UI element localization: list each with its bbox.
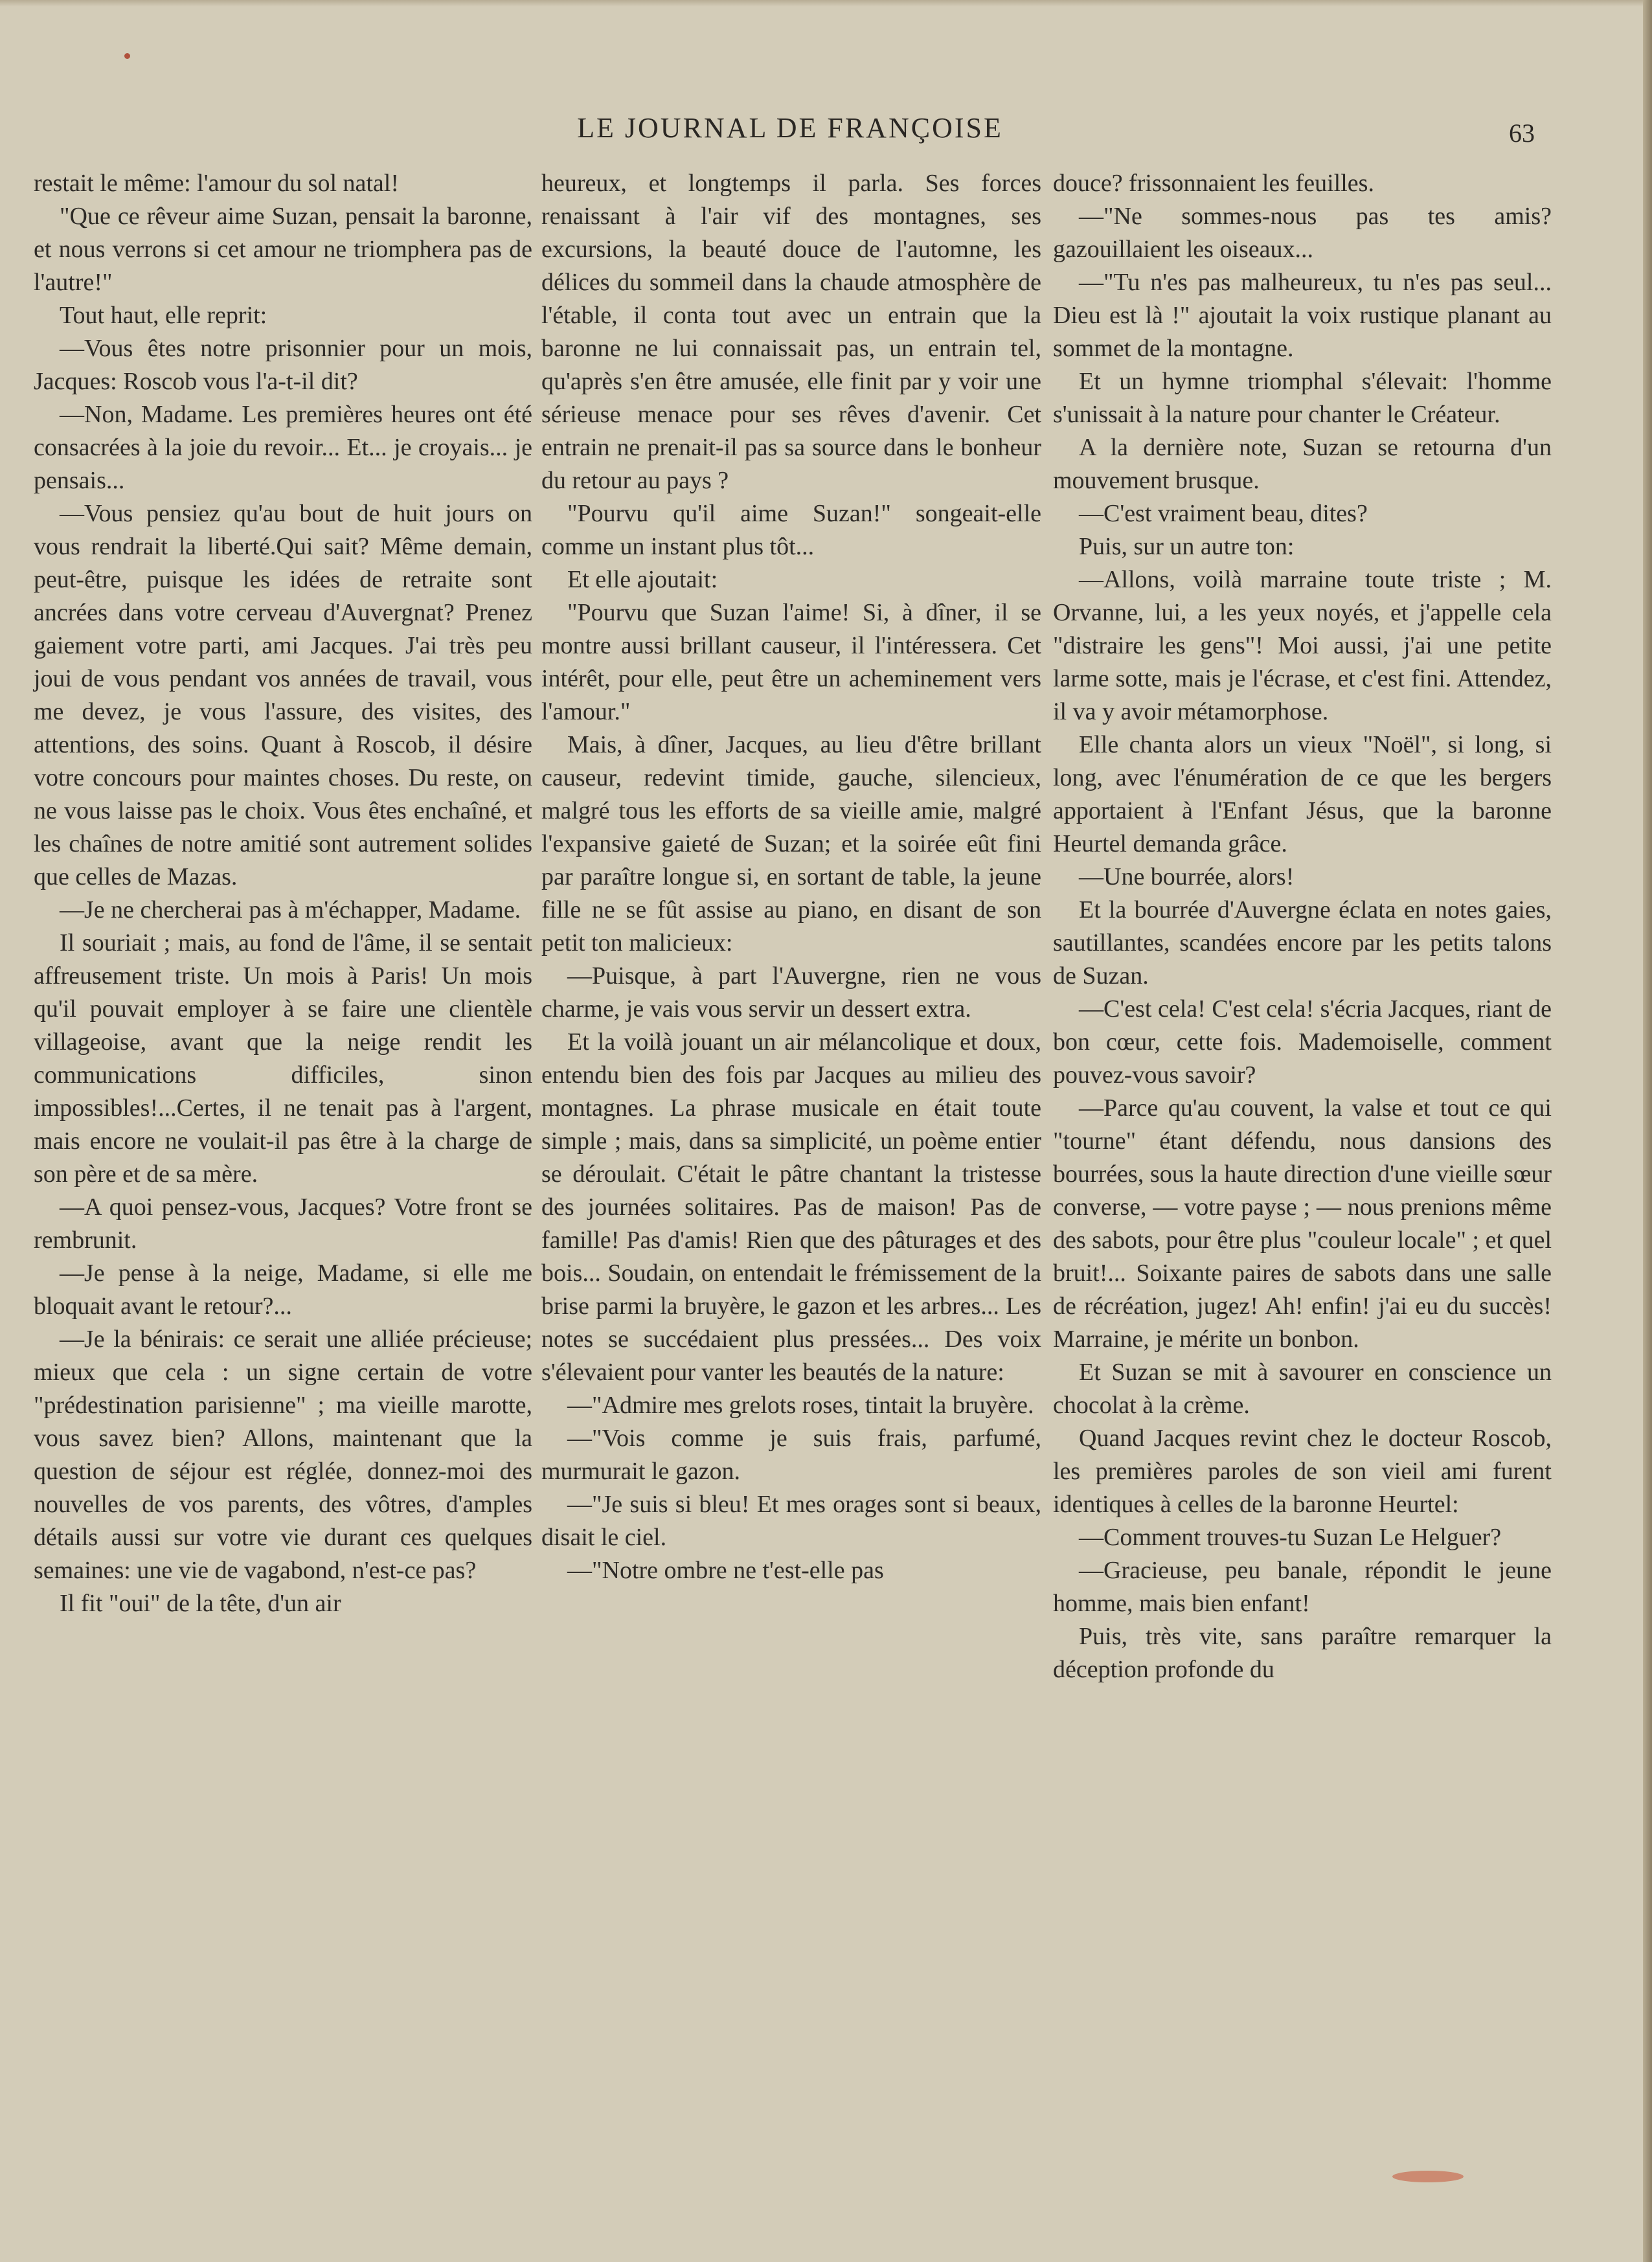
paragraph: "Que ce rêveur aime Suzan, pensait la baronne, et nous verrons si cet amour ne triomphera pas de l'autre!": [34, 203, 532, 296]
paragraph: —"Vois comme je suis frais, parfumé, murmurait le gazon.: [541, 1425, 1041, 1485]
paragraph: "Pourvu qu'il aime Suzan!" songeait-elle comme un instant plus tôt...: [541, 500, 1041, 560]
paragraph: —Non, Madame. Les premières heures ont été consacrées à la joie du revoir... Et... je croyais... je pensais...: [34, 401, 532, 494]
paragraph: Quand Jacques revint chez le docteur Roscob, les premières paroles de son vieil ami furent identiques à celles de la baronne Heurtel:: [1053, 1425, 1552, 1518]
page-top-edge: [0, 0, 1652, 6]
paragraph: Et Suzan se mit à savourer en conscience un chocolat à la crème.: [1053, 1359, 1552, 1419]
paragraph: Tout haut, elle reprit:: [60, 302, 267, 329]
paragraph: Et un hymne triomphal s'élevait: l'homme s'unissait à la nature pour chanter le Créateur.: [1053, 368, 1552, 428]
paragraph: Il souriait ; mais, au fond de l'âme, il se sentait affreusement triste. Un mois à Paris! Un mois qu'il pouvait employer à se faire une clientèle villageoise, avant que la neige rendit les communications difficiles, sinon impossibles!...Certes, il ne tenait pas à l'argent, mais encore ne voulait-il pas être à la charge de son père et de sa mère.: [34, 929, 532, 1188]
paragraph: —Gracieuse, peu banale, répondit le jeune homme, mais bien enfant!: [1053, 1557, 1552, 1617]
paragraph: douce? frissonnaient les feuilles.: [1053, 170, 1374, 197]
paragraph: —Je pense à la neige, Madame, si elle me bloquait avant le retour?...: [34, 1260, 532, 1320]
paragraph: —Je la bénirais: ce serait une alliée précieuse; mieux que cela : un signe certain de votre "prédestination parisienne" ; ma vieille marotte, vous savez bien? Allons, maintenant que la question de séjour est réglée, donnez-moi des nouvelles de vos parents, des vôtres, d'amples détails aussi sur votre vie durant ces quelques semaines: une vie de vagabond, n'est-ce pas?: [34, 1326, 532, 1584]
paragraph: —"Ne sommes-nous pas tes amis? gazouillaient les oiseaux...: [1053, 203, 1552, 263]
paragraph: Et la bourrée d'Auvergne éclata en notes gaies, sautillantes, scandées encore par les petits talons de Suzan.: [1053, 896, 1552, 990]
text-column-right: [1053, 167, 1552, 1686]
paragraph: —"Notre ombre ne t'est-elle pas: [567, 1557, 884, 1584]
paragraph: —Vous êtes notre prisonnier pour un mois, Jacques: Roscob vous l'a-t-il dit?: [34, 335, 532, 395]
page-binding-edge: [1643, 0, 1652, 2262]
paragraph: —"Tu n'es pas malheureux, tu n'es pas seul... Dieu est là !" ajoutait la voix rustique planant au sommet de la montagne.: [1053, 269, 1552, 362]
running-title: LE JOURNAL DE FRANÇOISE: [577, 112, 1003, 144]
paper-stain: [1392, 2171, 1464, 2182]
paragraph: "Pourvu que Suzan l'aime! Si, à dîner, il se montre aussi brillant causeur, il l'intéressera. Cet intérêt, pour elle, peut être un acheminement vers l'amour.": [541, 599, 1041, 725]
paragraph: Et la voilà jouant un air mélancolique et doux, entendu bien des fois par Jacques au milieu des montagnes. La phrase musicale en était toute simple ; mais, dans sa simplicité, un poème entier se déroulait. C'était le pâtre chantant la tristesse des journées solitaires. Pas de maison! Pas de famille! Pas d'amis! Rien que des pâturages et des bois... Soudain, on entendait le frémissement de la brise parmi la bruyère, le gazon et les arbres... Les notes se succédaient plus pressées... Des voix s'élevaient pour vanter les beautés de la nature:: [541, 1028, 1041, 1386]
paragraph: —A quoi pensez-vous, Jacques? Votre front se rembrunit.: [34, 1193, 532, 1254]
paragraph: —Une bourrée, alors!: [1079, 863, 1295, 890]
paragraph: —"Admire mes grelots roses, tintait la bruyère.: [567, 1392, 1034, 1419]
paragraph: —"Je suis si bleu! Et mes orages sont si beaux, disait le ciel.: [541, 1491, 1041, 1551]
ink-spot: [124, 53, 130, 59]
paragraph: A la dernière note, Suzan se retourna d'un mouvement brusque.: [1053, 434, 1552, 494]
text-column-left: [34, 167, 532, 1620]
paragraph: —C'est vraiment beau, dites?: [1079, 500, 1368, 527]
paragraph: —Comment trouves-tu Suzan Le Helguer?: [1079, 1524, 1502, 1551]
paragraph: Elle chanta alors un vieux "Noël", si long, si long, avec l'énumération de ce que les bergers apportaient à l'Enfant Jésus, que la baronne Heurtel demanda grâce.: [1053, 731, 1552, 857]
paragraph: —Allons, voilà marraine toute triste ; M. Orvanne, lui, a les yeux noyés, et j'appelle cela "distraire les gens"! Moi aussi, j'ai une petite larme sotte, mais je l'écrase, et c'est fini. Attendez, il va y avoir métamorphose.: [1053, 566, 1552, 725]
paragraph: —Vous pensiez qu'au bout de huit jours on vous rendrait la liberté.Qui sait? Même demain, peut-être, puisque les idées de retraite sont ancrées dans votre cerveau d'Auvergnat? Prenez gaiement votre parti, ami Jacques. J'ai très peu joui de vous pendant vos années de travail, vous me devez, je vous l'assure, des visites, des attentions, des soins. Quant à Roscob, il désire votre concours pour maintes choses. Du reste, on ne vous laisse pas le choix. Vous êtes enchaîné, et les chaînes de notre amitié sont autrement solides que celles de Mazas.: [34, 500, 532, 890]
paragraph: —Parce qu'au couvent, la valse et tout ce qui "tourne" étant défendu, nous dansions des bourrées, sous la haute direction d'une vieille sœur converse, — votre payse ; — nous prenions même des sabots, pour être plus "couleur locale" ; et quel bruit!... Soixante paires de sabots dans une salle de récréation, jugez! Ah! enfin! j'ai eu du succès! Marraine, je mérite un bonbon.: [1053, 1094, 1552, 1353]
paragraph: Mais, à dîner, Jacques, au lieu d'être brillant causeur, redevint timide, gauche, silencieux, malgré tous les efforts de sa vieille amie, malgré l'expansive gaieté de Suzan; et la soirée eût fini par paraître longue si, en sortant de table, la jeune fille ne se fût assise au piano, en disant de son petit ton malicieux:: [541, 731, 1041, 956]
paragraph: —C'est cela! C'est cela! s'écria Jacques, riant de bon cœur, cette fois. Mademoiselle, comment pouvez-vous savoir?: [1053, 995, 1552, 1089]
paragraph: —Puisque, à part l'Auvergne, rien ne vous charme, je vais vous servir un dessert extra.: [541, 962, 1041, 1023]
paragraph: —Je ne chercherai pas à m'échapper, Madame.: [60, 896, 521, 923]
paragraph: heureux, et longtemps il parla. Ses forces renaissant à l'air vif des montagnes, ses excursions, la beauté douce de l'automne, les délices du sommeil dans la chaude atmosphère de l'étable, il conta tout avec un entrain que la baronne ne lui connaissait pas, un entrain tel, qu'après s'en être amusée, elle finit par y voir une sérieuse menace pour ses rêves d'avenir. Cet entrain ne prenait-il pas sa source dans le bonheur du retour au pays ?: [541, 170, 1041, 494]
paragraph: Et elle ajoutait:: [567, 566, 718, 593]
page-number: 63: [1509, 119, 1535, 148]
paragraph: restait le même: l'amour du sol natal!: [34, 170, 400, 197]
text-column-middle: [541, 167, 1041, 1587]
paragraph: Il fit "oui" de la tête, d'un air: [60, 1590, 341, 1617]
paragraph: Puis, sur un autre ton:: [1079, 533, 1295, 560]
paragraph: Puis, très vite, sans paraître remarquer la déception profonde du: [1053, 1623, 1552, 1683]
